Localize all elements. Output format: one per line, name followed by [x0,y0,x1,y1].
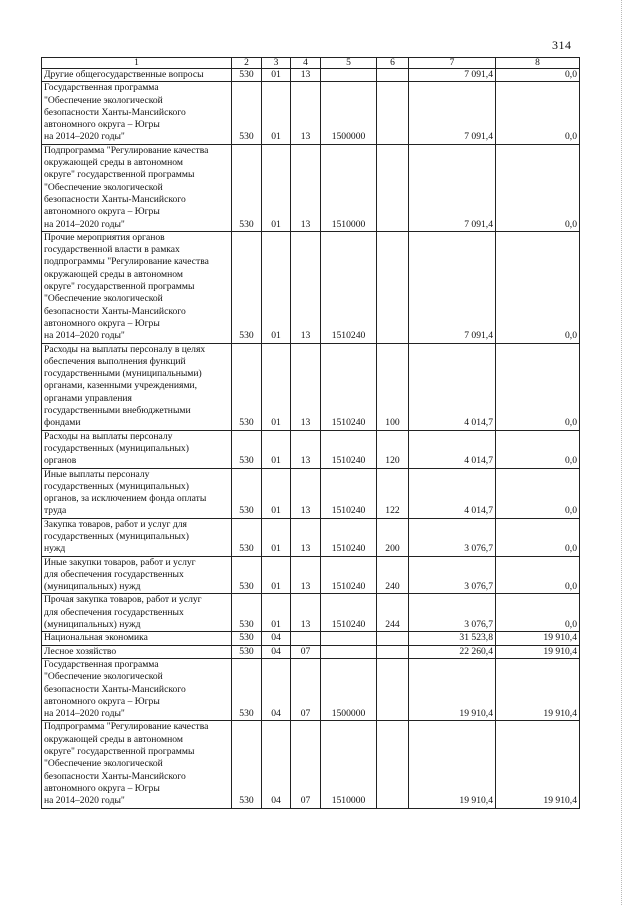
expense-type-cell [377,144,409,231]
ministry-code-cell: 530 [232,144,262,231]
column-number: 2 [232,58,262,69]
subsection-code-cell: 07 [291,658,321,720]
target-article-cell [321,645,377,658]
target-article-cell: 1500000 [321,658,377,720]
ministry-code-cell: 530 [232,231,262,343]
target-article-cell: 1510000 [321,144,377,231]
row-name-cell: Иные выплаты персоналу государственных (муниципальных) органов, за исключением фонда оплаты труда [42,468,232,518]
section-code-cell: 01 [262,518,291,556]
row-name-cell: Лесное хозяйство [42,645,232,658]
expense-type-cell [377,69,409,82]
row-name-cell: Подпрограмма "Регулирование качества окружающей среды в автономном округе" государственной программы "Обеспечение экологической безопасности Ханты-Мансийского автономного округа – Югры на 2014–2020 годы" [42,721,232,808]
amount-col7-cell: 7 091,4 [409,144,496,231]
target-article-cell: 1510240 [321,343,377,430]
subsection-code-cell: 13 [291,69,321,82]
row-name-cell: Прочие мероприятия органов государственной власти в рамках подпрограммы "Регулирование качества окружающей среды в автономном округе" государственной программы "Обеспечение экологической безопасности Ханты-Мансийского автономного округа – Югры на 2014–2020 годы" [42,231,232,343]
section-code-cell: 01 [262,231,291,343]
ministry-code-cell: 530 [232,658,262,720]
amount-col7-cell: 3 076,7 [409,556,496,594]
section-code-cell: 01 [262,430,291,468]
target-article-cell: 1510240 [321,430,377,468]
section-code-cell: 04 [262,645,291,658]
amount-col8-cell: 0,0 [496,594,580,632]
table-row [42,594,580,632]
subsection-code-cell: 13 [291,430,321,468]
target-article-cell: 1510240 [321,468,377,518]
ministry-code-cell: 530 [232,430,262,468]
target-article-cell: 1510000 [321,721,377,808]
column-number: 6 [377,58,409,69]
amount-col8-cell: 0,0 [496,468,580,518]
amount-col8-cell: 0,0 [496,518,580,556]
amount-col8-cell: 0,0 [496,144,580,231]
amount-col7-cell: 4 014,7 [409,468,496,518]
column-number: 5 [321,58,377,69]
column-number: 4 [291,58,321,69]
row-name-cell: Прочая закупка товаров, работ и услуг для обеспечения государственных (муниципальных) нужд [42,594,232,632]
expense-type-cell [377,658,409,720]
section-code-cell: 01 [262,556,291,594]
table-row [42,82,580,144]
ministry-code-cell: 530 [232,468,262,518]
expense-type-cell: 100 [377,343,409,430]
section-code-cell: 01 [262,343,291,430]
ministry-code-cell: 530 [232,721,262,808]
subsection-code-cell: 13 [291,144,321,231]
row-name-cell: Другие общегосударственные вопросы [42,69,232,82]
row-name-cell: Подпрограмма "Регулирование качества окружающей среды в автономном округе" государственной программы "Обеспечение экологической безопасности Ханты-Мансийского автономного округа – Югры на 2014–2020 годы" [42,144,232,231]
column-number: 3 [262,58,291,69]
subsection-code-cell: 13 [291,556,321,594]
expense-type-cell: 244 [377,594,409,632]
table-row [42,343,580,430]
target-article-cell: 1510240 [321,556,377,594]
expense-type-cell [377,82,409,144]
amount-col7-cell: 31 523,8 [409,632,496,645]
row-name-cell: Государственная программа "Обеспечение экологической безопасности Ханты-Мансийского автономного округа – Югры на 2014–2020 годы" [42,658,232,720]
ministry-code-cell: 530 [232,594,262,632]
amount-col8-cell: 0,0 [496,69,580,82]
subsection-code-cell: 13 [291,231,321,343]
ministry-code-cell: 530 [232,556,262,594]
section-code-cell: 01 [262,594,291,632]
amount-col8-cell: 0,0 [496,343,580,430]
target-article-cell: 1500000 [321,82,377,144]
expense-type-cell: 200 [377,518,409,556]
row-name-cell: Расходы на выплаты персоналу в целях обеспечения выполнения функций государственными (муниципальными) органами, казенными учреждениями, органами управления государственными внебюджетными фондами [42,343,232,430]
expense-type-cell [377,231,409,343]
amount-col8-cell: 0,0 [496,231,580,343]
budget-table [41,57,580,809]
scan-edge-line [621,0,622,905]
amount-col7-cell: 19 910,4 [409,658,496,720]
target-article-cell [321,632,377,645]
table-row [42,430,580,468]
target-article-cell: 1510240 [321,518,377,556]
subsection-code-cell: 13 [291,518,321,556]
amount-col7-cell: 3 076,7 [409,594,496,632]
amount-col8-cell: 19 910,4 [496,658,580,720]
ministry-code-cell: 530 [232,82,262,144]
section-code-cell: 01 [262,144,291,231]
amount-col8-cell: 0,0 [496,556,580,594]
amount-col7-cell: 7 091,4 [409,231,496,343]
ministry-code-cell: 530 [232,632,262,645]
expense-type-cell: 122 [377,468,409,518]
row-name-cell: Расходы на выплаты персоналу государственных (муниципальных) органов [42,430,232,468]
ministry-code-cell: 530 [232,518,262,556]
row-name-cell: Закупка товаров, работ и услуг для государственных (муниципальных) нужд [42,518,232,556]
table-row [42,69,580,82]
column-number: 8 [496,58,580,69]
amount-col7-cell: 3 076,7 [409,518,496,556]
subsection-code-cell: 13 [291,594,321,632]
table-row [42,231,580,343]
section-code-cell: 01 [262,468,291,518]
row-name-cell: Государственная программа "Обеспечение экологической безопасности Ханты-Мансийского автономного округа – Югры на 2014–2020 годы" [42,82,232,144]
amount-col7-cell: 4 014,7 [409,343,496,430]
expense-type-cell [377,645,409,658]
expense-type-cell [377,632,409,645]
expense-type-cell: 240 [377,556,409,594]
subsection-code-cell: 13 [291,468,321,518]
table-row [42,556,580,594]
table-row [42,144,580,231]
amount-col8-cell: 0,0 [496,82,580,144]
subsection-code-cell: 07 [291,721,321,808]
section-code-cell: 04 [262,632,291,645]
table-row [42,721,580,808]
table-row [42,468,580,518]
subsection-code-cell [291,632,321,645]
section-code-cell: 01 [262,69,291,82]
page-number: 314 [552,38,572,52]
table-body [42,58,580,809]
target-article-cell: 1510240 [321,594,377,632]
table-row [42,518,580,556]
table-row [42,645,580,658]
target-article-cell [321,69,377,82]
target-article-cell: 1510240 [321,231,377,343]
row-name-cell: Национальная экономика [42,632,232,645]
amount-col7-cell: 19 910,4 [409,721,496,808]
ministry-code-cell: 530 [232,69,262,82]
subsection-code-cell: 13 [291,82,321,144]
section-code-cell: 04 [262,721,291,808]
column-number: 1 [42,58,232,69]
amount-col8-cell: 0,0 [496,430,580,468]
expense-type-cell: 120 [377,430,409,468]
ministry-code-cell: 530 [232,645,262,658]
row-name-cell: Иные закупки товаров, работ и услуг для обеспечения государственных (муниципальных) нужд [42,556,232,594]
subsection-code-cell: 07 [291,645,321,658]
subsection-code-cell: 13 [291,343,321,430]
table-row [42,632,580,645]
amount-col7-cell: 22 260,4 [409,645,496,658]
section-code-cell: 01 [262,82,291,144]
amount-col7-cell: 4 014,7 [409,430,496,468]
amount-col8-cell: 19 910,4 [496,721,580,808]
expense-type-cell [377,721,409,808]
ministry-code-cell: 530 [232,343,262,430]
amount-col8-cell: 19 910,4 [496,632,580,645]
amount-col7-cell: 7 091,4 [409,82,496,144]
column-number: 7 [409,58,496,69]
column-number-row [42,58,580,69]
amount-col8-cell: 19 910,4 [496,645,580,658]
section-code-cell: 04 [262,658,291,720]
table-row [42,658,580,720]
amount-col7-cell: 7 091,4 [409,69,496,82]
